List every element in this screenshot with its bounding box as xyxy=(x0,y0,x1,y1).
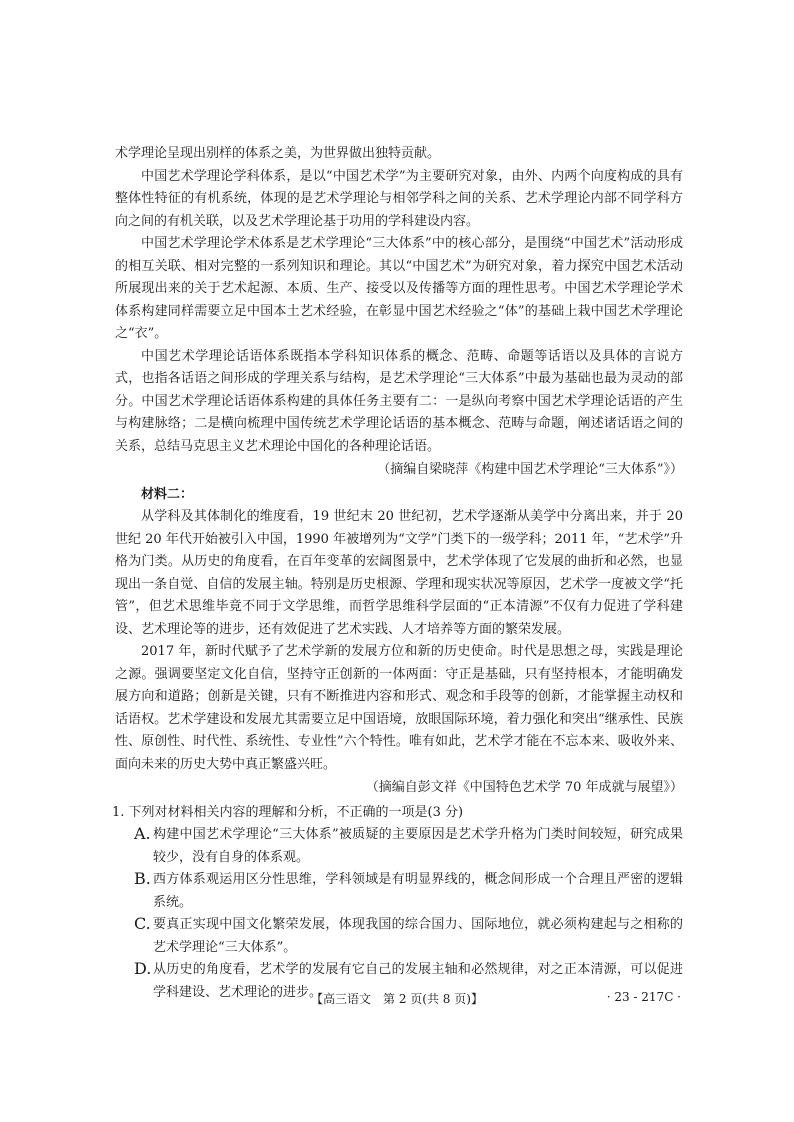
reading-passage xyxy=(112,143,683,1004)
material-two-heading: 材料二： xyxy=(141,486,194,502)
paragraph-continuation: 术学理论呈现出别样的体系之美，为世界做出独特贡献。 xyxy=(115,146,441,161)
option-text: 西方体系观运用区分性思维，学科领域是有明显界线的，概念间形成一个合理且严密的逻辑系统。 xyxy=(153,872,683,910)
page-number: 【高三语文 第 2 页(共 8 页)】 xyxy=(311,992,483,1006)
page-footer xyxy=(0,990,794,1010)
exam-code: · 23 - 217C · xyxy=(606,990,681,1004)
paragraph-new-era: 2017 年，新时代赋予了艺术学新的发展方位和新的历史使命。时代是思想之母，实践是理论之源。强调要坚定文化自信，坚持守正创新的一体两面：守正是基础，只有坚持根本，才能明确发展方向和道路；创新是关键，只有不断推进内容和形式、观念和手段等的创新，才能掌握主动权和话语权。艺术学建设和发展尤其需要立足中国语境，放眼国际环境，着力强化和突出“继承性、民族性、原创性、时代性、系统性、专业性”六个特性。唯有如此，艺术学才能在不忘本来、吸收外来、面向未来的历史大势中真正繁盛兴旺。 xyxy=(115,644,683,772)
option-letter: D. xyxy=(134,959,152,978)
paragraph-discipline-system: 中国艺术学理论学科体系，是以“中国艺术学”为主要研究对象，由外、内两个向度构成的具有整体性特征的有机系统，体现的是艺术学理论与相邻学科之间的关系、艺术学理论内部不同学科方向之间的有机关联，以及艺术学理论基于功用的学科建设内容。 xyxy=(115,168,683,229)
option-a xyxy=(134,824,683,869)
option-b xyxy=(134,869,683,914)
option-text: 要真正实现中国文化繁荣发展，体现我国的综合国力、国际地位，就必须构建起与之相称的艺术学理论“三大体系”。 xyxy=(153,917,683,955)
option-text: 从历史的角度看，艺术学的发展有它自己的发展主轴和必然规律，对之正本清源，可以促进学科建设、艺术理论的进步。 xyxy=(153,962,683,1000)
option-letter: C. xyxy=(134,914,151,933)
paragraph-academic-system: 中国艺术学理论学术体系是艺术学理论“三大体系”中的核心部分，是围绕“中国艺术”活动形成的相互关联、相对完整的一系列知识和理论。其以“中国艺术”为研究对象，着力探究中国艺术活动所展现出来的关于艺术起源、本质、生产、接受以及传播等方面的理性思考。中国艺术学理论学术体系构建同样需要立足中国本土艺术经验，在彰显中国艺术经验之“体”的基础上栽中国艺术学理论之“衣”。 xyxy=(115,236,683,341)
option-text: 构建中国艺术学理论“三大体系”被质疑的主要原因是艺术学升格为门类时间较短，研究成果较少，没有自身的体系观。 xyxy=(153,827,683,865)
option-c xyxy=(134,914,683,959)
paragraph-history: 从学科及其体制化的维度看，19 世纪末 20 世纪初，艺术学逐渐从美学中分离出来，并于 20 世纪 20 年代开始被引入中国，1990 年被增列为“文学”门类下的一级学科；2011 年，“艺术学”升格为门类。从历史的角度看，在百年变革的宏阔图景中，艺术学体现了它发展的曲折和必然，也显现出一条自觉、自信的发展主轴。特别是历史根源、学理和现实状况等原因，艺术学一度被文学“托管”，但艺术思维毕竟不同于文学思维，而哲学思维科学层面的“正本清源”不仅有力促进了学科建设、艺术理论等的进步，还有效促进了艺术实践、人才培养等方面的繁荣发展。 xyxy=(115,509,683,637)
question-stem: 1. 下列对材料相关内容的理解和分析，不正确的一项是(3 分) xyxy=(112,804,464,820)
paragraph-discourse-system: 中国艺术学理论话语体系既指本学科知识体系的概念、范畴、命题等话语以及具体的言说方式，也指各话语之间形成的学理关系与结构，是艺术学理论“三大体系”中最为基础也最为灵动的部分。中国艺术学理论话语体系构建的具体任务主要有二：一是纵向考察中国艺术学理论话语的产生与构建脉络；二是横向梳理中国传统艺术学理论话语的基本概念、范畴与命题，阐述诸话语之间的关系，总结马克思主义艺术理论中国化的各种理论话语。 xyxy=(115,348,683,454)
option-letter: B. xyxy=(134,869,151,888)
source-citation-1: （摘编自梁晓萍《构建中国艺术学理论“三大体系”》） xyxy=(377,462,683,477)
option-letter: A. xyxy=(134,824,151,843)
source-citation-2: （摘编自彭文祥《中国特色艺术学 70 年成就与展望》） xyxy=(365,780,683,795)
